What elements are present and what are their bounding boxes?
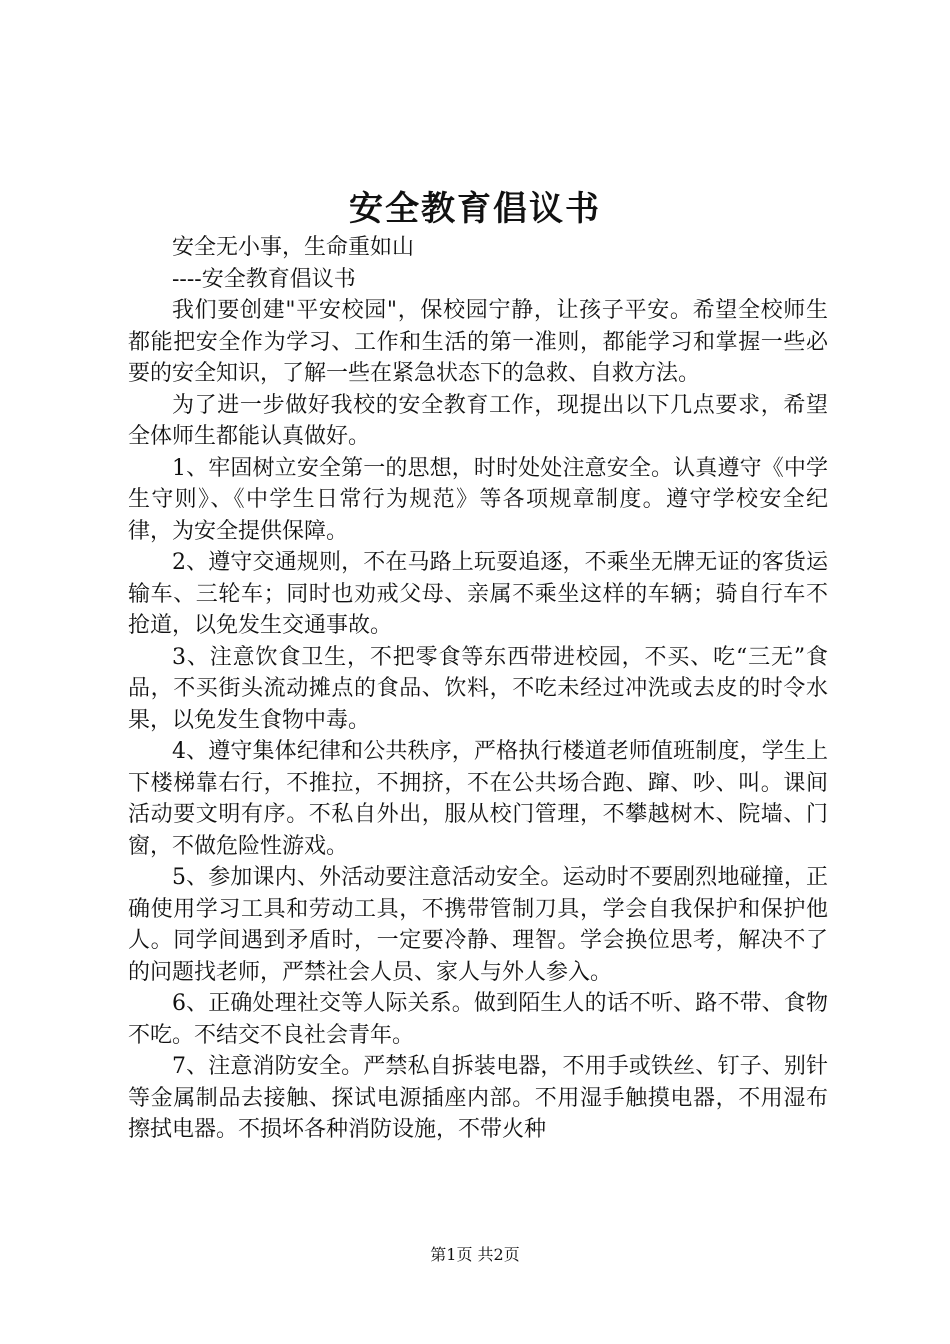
page-footer: 第1页 共2页 [430,1245,520,1264]
paragraph: ----安全教育倡议书 [172,266,356,292]
paragraph: 6、正确处理社交等人际关系。做到陌生人的话不听、路不带、食物不吃。不结交不良社会青年。 [128,991,828,1048]
paragraph: 为了进一步做好我校的安全教育工作，现提出以下几点要求，希望全体师生都能认真做好。 [128,392,828,449]
paragraph: 我们要创建"平安校园"，保校园宁静，让孩子平安。希望全校师生都能把安全作为学习、工作和生活的第一准则，都能学习和掌握一些必要的安全知识，了解一些在紧急状态下的急救、自救方法。 [128,298,828,386]
paragraph: 7、注意消防安全。严禁私自拆装电器，不用手或铁丝、钉子、别针等金属制品去接触、探试电源插座内部。不用湿手触摸电器，不用湿布擦拭电器。不损坏各种消防设施，不带火种 [128,1054,828,1142]
paragraph: 1、牢固树立安全第一的思想，时时处处注意安全。认真遵守《中学生守则》、《中学生日常行为规范》等各项规章制度。遵守学校安全纪律，为安全提供保障。 [128,455,828,544]
paragraph: 3、注意饮食卫生，不把零食等东西带进校园，不买、吃“三无”食品，不买街头流动摊点的食品、饮料，不吃未经过冲洗或去皮的时令水果，以免发生食物中毒。 [128,644,828,733]
paragraph: 2、遵守交通规则，不在马路上玩耍追逐，不乘坐无牌无证的客货运输车、三轮车；同时也劝戒父母、亲属不乘坐这样的车辆；骑自行车不抢道，以免发生交通事故。 [128,550,828,638]
document-title: 安全教育倡议书 [349,189,601,229]
document-body [128,232,828,1146]
paragraph: 安全无小事，生命重如山 [172,235,415,260]
paragraph: 4、遵守集体纪律和公共秩序，严格执行楼道老师值班制度，学生上下楼梯靠右行，不推拉，不拥挤，不在公共场合跑、蹿、吵、叫。课间活动要文明有序。不私自外出，服从校门管理，不攀越树木、院墙、门窗，不做危险性游戏。 [128,739,828,859]
paragraph: 5、参加课内、外活动要注意活动安全。运动时不要剧烈地碰撞，正确使用学习工具和劳动工具，不携带管制刀具，学会自我保护和保护他人。同学间遇到矛盾时，一定要冷静、理智。学会换位思考，解决不了的问题找老师，严禁社会人员、家人与外人参入。 [128,865,828,985]
